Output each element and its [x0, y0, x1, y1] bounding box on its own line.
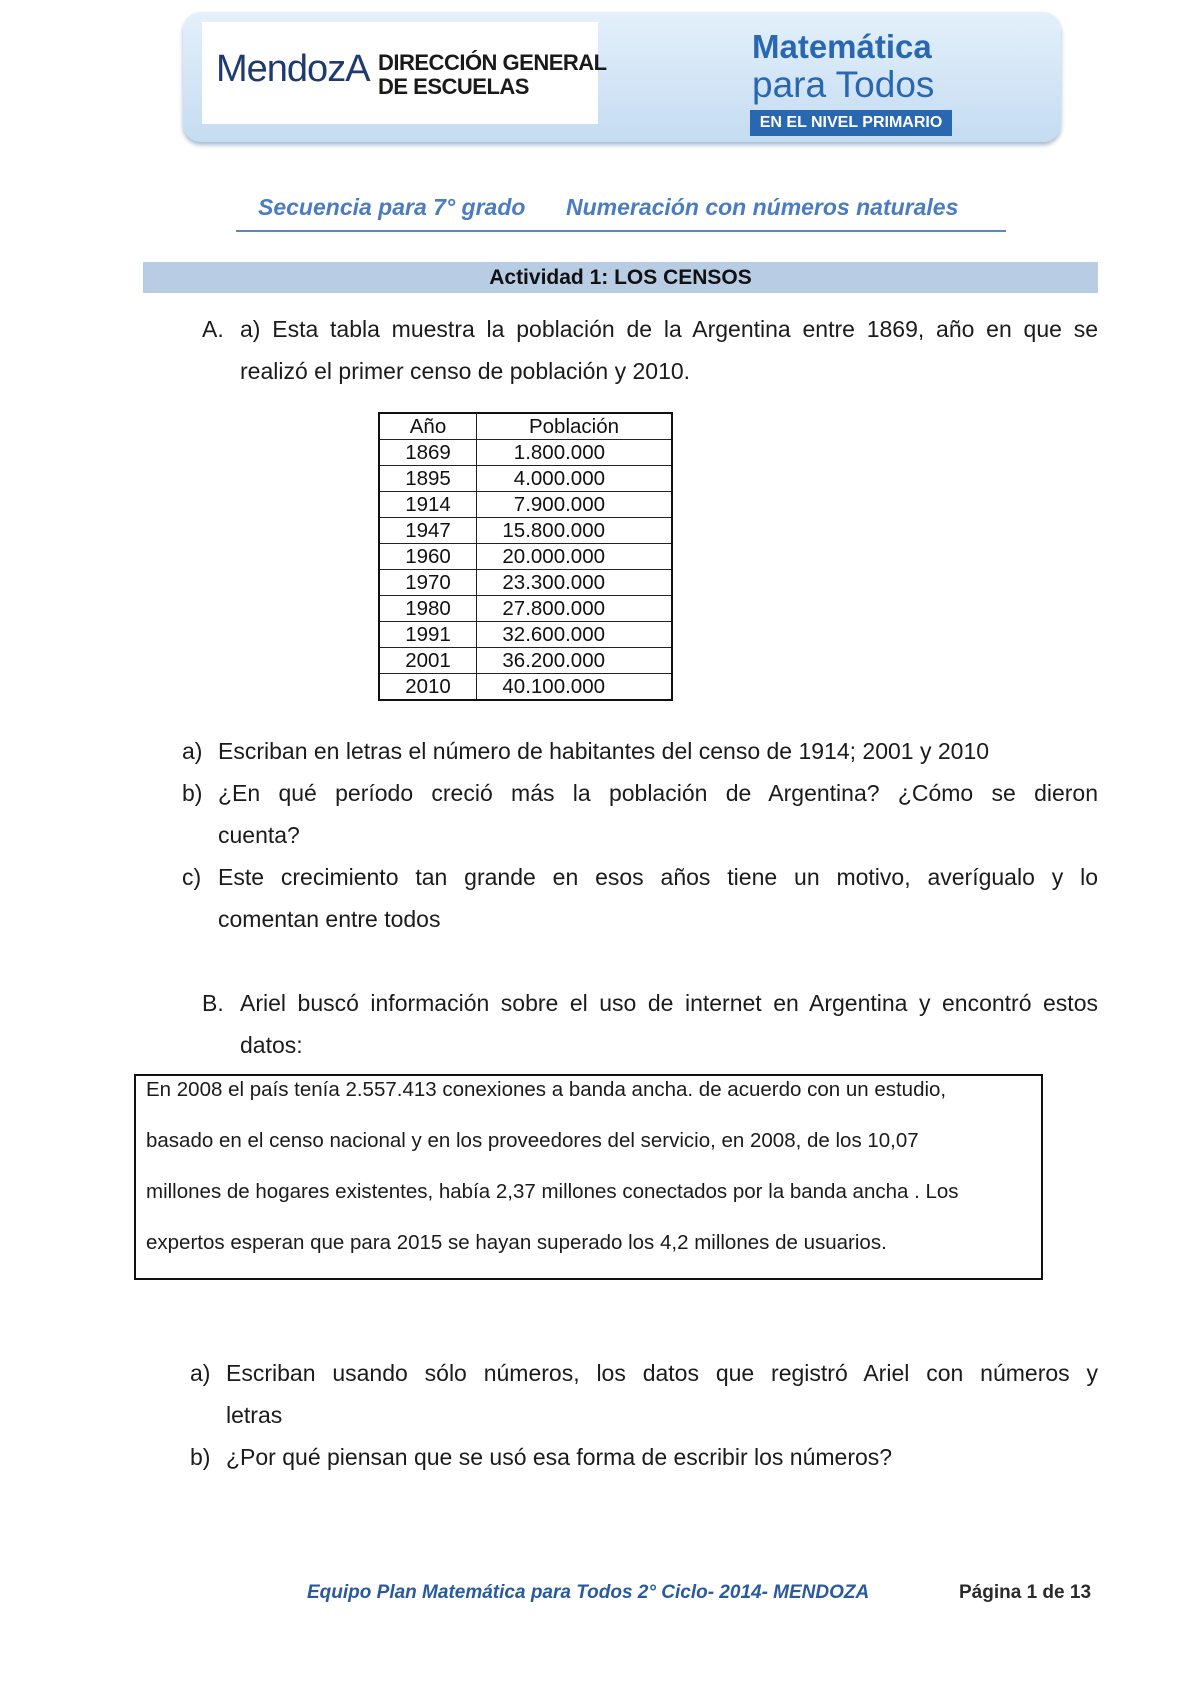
table-row [379, 440, 672, 466]
year-cell: 1970 [379, 570, 477, 596]
part-a-intro-line-1: a) Esta tabla muestra la población de la Argentina entre 1869, año en que se [240, 316, 1098, 342]
year-cell: 1869 [379, 440, 477, 466]
part-a-intro-line-2: realizó el primer censo de población y 2010. [240, 358, 691, 384]
table-row [379, 518, 672, 544]
question-b-a-line-1: Escriban usando sólo números, los datos que registró Ariel con números y [226, 1360, 1098, 1386]
question-b-b-line-1: ¿Por qué piensan que se usó esa forma de escribir los números? [226, 1444, 893, 1470]
year-cell: 1991 [379, 622, 477, 648]
year-cell: 1947 [379, 518, 477, 544]
year-cell: 1960 [379, 544, 477, 570]
year-cell: 1895 [379, 466, 477, 492]
table-row [379, 492, 672, 518]
year-cell: 2010 [379, 674, 477, 701]
question-b-line-2: cuenta? [218, 822, 300, 848]
population-cell: 20.000.000 [477, 544, 673, 570]
column-header-population: Población [477, 413, 673, 440]
population-cell: 32.600.000 [477, 622, 673, 648]
logo-line-2: DE ESCUELAS [378, 74, 529, 99]
year-cell: 2001 [379, 648, 477, 674]
part-a-marker: A. [202, 316, 224, 342]
table-row [379, 544, 672, 570]
page-number: Página 1 de 13 [959, 1582, 1092, 1603]
population-cell: 7.900.000 [477, 492, 673, 518]
part-b-intro-line-1: Ariel buscó información sobre el uso de internet en Argentina y encontró estos [240, 990, 1098, 1016]
question-a-line-1: Escriban en letras el número de habitantes del censo de 1914; 2001 y 2010 [218, 738, 990, 764]
population-cell: 15.800.000 [477, 518, 673, 544]
population-cell: 40.100.000 [477, 674, 673, 701]
population-cell: 36.200.000 [477, 648, 673, 674]
question-c-marker: c) [182, 864, 202, 890]
question-b-line-1: ¿En qué período creció más la población de Argentina? ¿Cómo se dieron [218, 780, 1098, 806]
table-row [379, 466, 672, 492]
population-cell: 4.000.000 [477, 466, 673, 492]
census-table [378, 412, 673, 701]
table-row [379, 674, 672, 701]
table-row [379, 622, 672, 648]
box-line-1: En 2008 el país tenía 2.557.413 conexiones a banda ancha. de acuerdo con un estudio, [146, 1078, 947, 1101]
program-logo-line-3: EN EL NIVEL PRIMARIO [750, 110, 952, 136]
sequence-grade: Secuencia para 7° grado [258, 194, 526, 220]
box-line-3: millones de hogares existentes, había 2,37 millones conectados por la banda ancha . Los [146, 1180, 959, 1203]
question-a-marker: a) [182, 738, 203, 764]
part-b-marker: B. [202, 990, 224, 1016]
table-row [379, 570, 672, 596]
internet-data-box [134, 1074, 1043, 1280]
question-b-b-marker: b) [190, 1444, 211, 1470]
table-row [379, 648, 672, 674]
logo-line-1: DIRECCIÓN GENERAL [378, 50, 607, 75]
box-line-2: basado en el censo nacional y en los proveedores del servicio, en 2008, de los 10,07 [146, 1129, 919, 1152]
question-c-line-2: comentan entre todos [218, 906, 441, 932]
activity-title: Actividad 1: LOS CENSOS [143, 262, 1098, 293]
table-row [379, 596, 672, 622]
question-b-a-marker: a) [190, 1360, 211, 1386]
program-logo-line-2: para Todos [752, 64, 935, 105]
population-cell: 23.300.000 [477, 570, 673, 596]
box-line-4: expertos esperan que para 2015 se hayan superado los 4,2 millones de usuarios. [146, 1231, 887, 1254]
sequence-heading [236, 190, 1006, 232]
sequence-topic: Numeración con números naturales [566, 194, 959, 220]
population-cell: 1.800.000 [477, 440, 673, 466]
column-header-year: Año [379, 413, 477, 440]
program-logo-line-1: Matemática [752, 28, 932, 65]
question-b-marker: b) [182, 780, 203, 806]
table-header-row [379, 413, 672, 440]
population-cell: 27.800.000 [477, 596, 673, 622]
footer-team: Equipo Plan Matemática para Todos 2° Ciclo- 2014- MENDOZA [307, 1582, 870, 1603]
question-b-a-line-2: letras [226, 1402, 283, 1428]
year-cell: 1914 [379, 492, 477, 518]
part-b-intro-line-2: datos: [240, 1032, 303, 1058]
question-c-line-1: Este crecimiento tan grande en esos años tiene un motivo, averígualo y lo [218, 864, 1098, 890]
mendoza-logo-word: MendozA [216, 48, 370, 90]
year-cell: 1980 [379, 596, 477, 622]
